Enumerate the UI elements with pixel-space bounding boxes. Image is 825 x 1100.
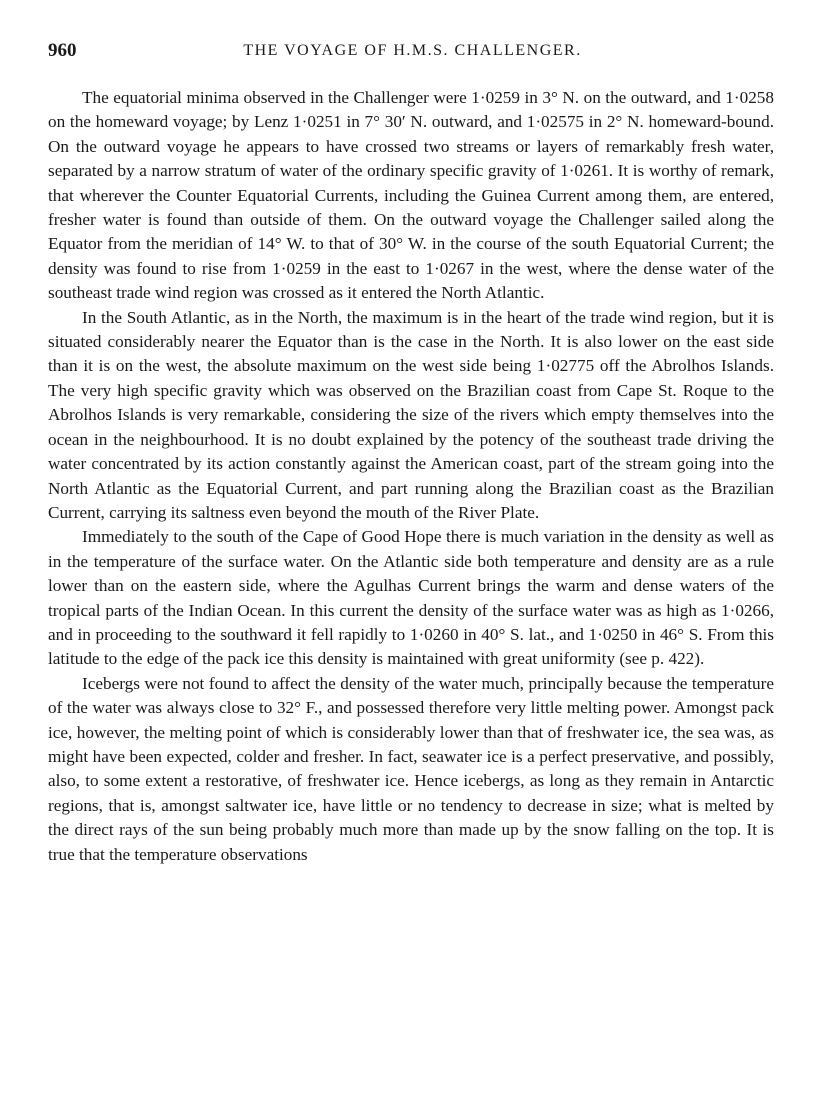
page-number: 960 [48, 40, 77, 61]
paragraph-south-atlantic: In the South Atlantic, as in the North, the maximum is in the heart of the trade wind region, but it is situated considerably nearer the Equator than is the case in the North. It is also lower on the east side than it is on the west, the absolute maximum on the west side being 1·02775 off the Abrolhos Islands. The very high specific gravity which was observed on the Brazilian coast from Cape St. Roque to the Abrolhos Islands is very remarkable, considering the size of the rivers which empty themselves into the ocean in the neighbourhood. It is no doubt explained by the potency of the southeast trade driving the water concentrated by its action constantly against the American coast, part of the stream going into the North Atlantic as the Equatorial Current, and part running along the Brazilian coast as the Brazilian Current, carrying its saltness even beyond the mouth of the River Plate. [48, 307, 774, 522]
running-head: THE VOYAGE OF H.M.S. CHALLENGER. [243, 42, 582, 59]
body-text [48, 86, 774, 867]
paragraph-icebergs: Icebergs were not found to affect the density of the water much, principally because the temperature of the water was always close to 32° F., and possessed therefore very little melting power. Amongst pack ice, however, the melting point of which is considerably lower than that of freshwater ice, the sea was, as might have been expected, colder and fresher. In fact, seawater ice is a perfect preservative, and possibly, also, to some extent a restorative, of freshwater ice. Hence icebergs, as long as they remain in Antarctic regions, that is, amongst saltwater ice, have little or no tendency to decrease in size; what is melted by the direct rays of the sun being probably much more than made up by the snow falling on the top. It is true that the temperature observations [48, 673, 774, 864]
page-header [48, 40, 777, 66]
paragraph-cape-of-good-hope: Immediately to the south of the Cape of Good Hope there is much variation in the density as well as in the temperature of the surface water. On the Atlantic side both temperature and density are as a rule lower than on the eastern side, where the Agulhas Current brings the warm and dense waters of the tropical parts of the Indian Ocean. In this current the density of the surface water was as high as 1·0266, and in proceeding to the southward it fell rapidly to 1·0260 in 40° S. lat., and 1·0250 in 46° S. From this latitude to the edge of the pack ice this density is maintained with great uniformity (see p. 422). [48, 527, 774, 669]
paragraph-equatorial-minima: The equatorial minima observed in the Challenger were 1·0259 in 3° N. on the outward, and 1·0258 on the homeward voyage; by Lenz 1·0251 in 7° 30′ N. outward, and 1·02575 in 2° N. homeward-bound. On the outward voyage he appears to have crossed two streams or layers of remarkably fresh water, separated by a narrow stratum of water of the ordinary specific gravity of 1·0261. It is worthy of remark, that wherever the Counter Equatorial Currents, including the Guinea Current among them, are entered, fresher water is found than outside of them. On the outward voyage the Challenger sailed along the Equator from the meridian of 14° W. to that of 30° W. in the course of the south Equatorial Current; the density was found to rise from 1·0259 in the east to 1·0267 in the west, where the dense water of the southeast trade wind region was crossed as it entered the North Atlantic. [48, 88, 774, 303]
